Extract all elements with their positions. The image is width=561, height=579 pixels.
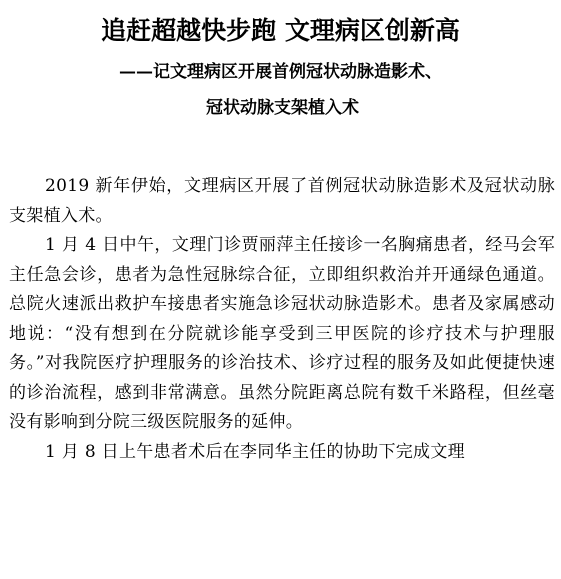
document-subtitle-line-2: 冠状动脉支架植入术 (206, 98, 359, 118)
document-body (9, 172, 555, 467)
paragraph-jan-8: 1 月 8 日上午患者术后在李同华主任的协助下完成文理 (45, 441, 465, 462)
document-subtitle-line-1: ——记文理病区开展首例冠状动脉造影术、 (119, 62, 442, 82)
document-title: 追赶超越快步跑 文理病区创新高 (101, 16, 460, 45)
paragraph-intro: 2019 新年伊始，文理病区开展了首例冠状动脉造影术及冠状动脉支架植入术。 (9, 176, 555, 226)
paragraph-jan-4: 1 月 4 日中午，文理门诊贾丽萍主任接诊一名胸痛患者，经马会军主任急会诊，患者为急性冠脉综合征，立即组织救治并开通绿色通道。总院火速派出救护车接患者实施急诊冠状动脉造影术。患者及家属感动地说：“没有想到在分院就诊能享受到三甲医院的诊疗技术与护理服务。”对我院医疗护理服务的诊治技术、诊疗过程的服务及如此便捷快速的诊治流程，感到非常满意。虽然分院距离总院有数千米路程，但丝毫没有影响到分院三级医院服务的延伸。 (9, 235, 555, 432)
